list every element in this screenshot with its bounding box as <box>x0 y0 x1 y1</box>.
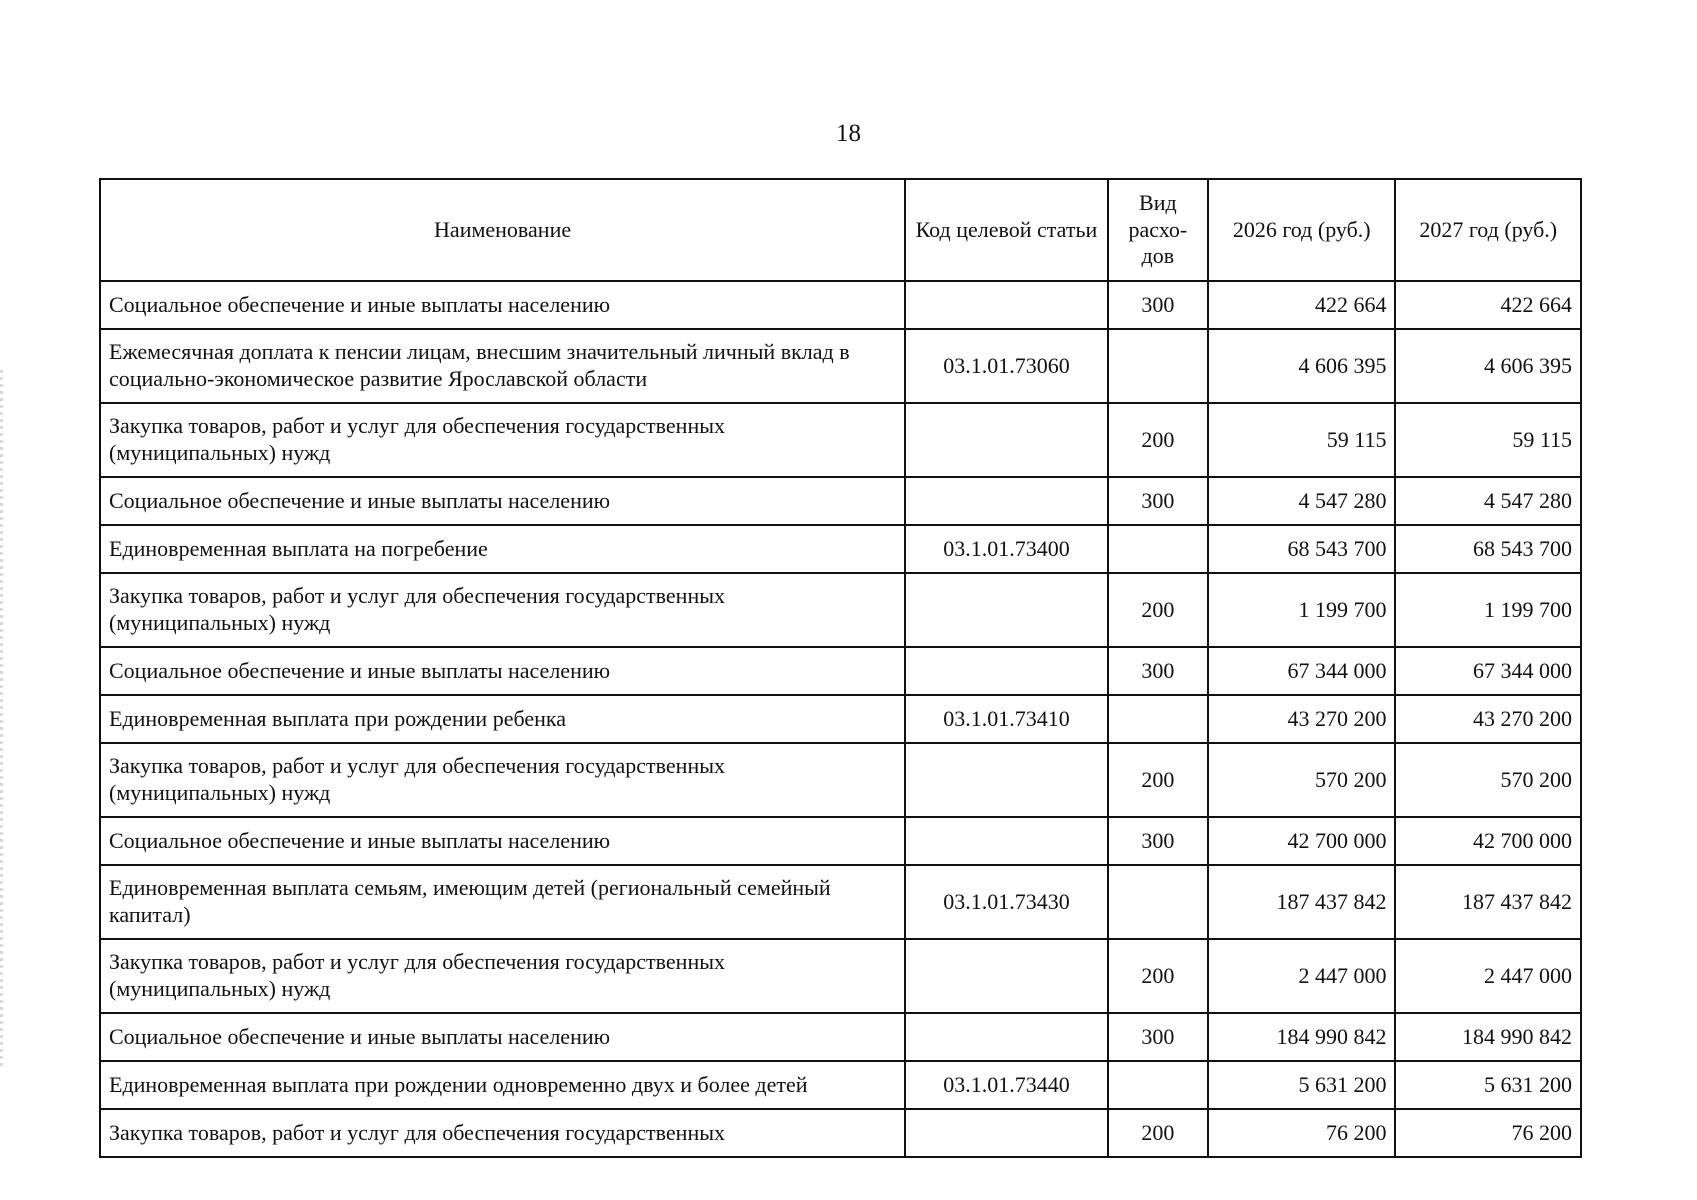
table-row <box>100 525 1581 573</box>
row-name: Единовременная выплата семьям, имеющим детей (региональный семейный капитал) <box>100 865 905 939</box>
row-2026: 67 344 000 <box>1208 647 1396 695</box>
row-2026: 4 606 395 <box>1208 329 1396 403</box>
row-name: Единовременная выплата на погребение <box>100 525 905 573</box>
row-name: Социальное обеспечение и иные выплаты населению <box>100 477 905 525</box>
row-type <box>1108 1061 1208 1109</box>
row-2027: 187 437 842 <box>1395 865 1581 939</box>
row-2026: 2 447 000 <box>1208 939 1396 1013</box>
row-type: 300 <box>1108 477 1208 525</box>
row-2027: 76 200 <box>1395 1109 1581 1157</box>
row-2027: 68 543 700 <box>1395 525 1581 573</box>
row-name: Социальное обеспечение и иные выплаты населению <box>100 281 905 329</box>
row-2026: 43 270 200 <box>1208 695 1396 743</box>
table-row <box>100 329 1581 403</box>
row-2027: 59 115 <box>1395 403 1581 477</box>
table-row <box>100 695 1581 743</box>
header-name: Наименование <box>100 179 905 281</box>
table-row <box>100 477 1581 525</box>
row-2026: 42 700 000 <box>1208 817 1396 865</box>
header-row <box>100 179 1581 281</box>
row-2027: 67 344 000 <box>1395 647 1581 695</box>
row-code <box>905 403 1108 477</box>
table-row <box>100 647 1581 695</box>
row-2026: 570 200 <box>1208 743 1396 817</box>
row-name: Единовременная выплата при рождении ребенка <box>100 695 905 743</box>
table-row <box>100 865 1581 939</box>
row-type <box>1108 329 1208 403</box>
row-code <box>905 1109 1108 1157</box>
row-2027: 422 664 <box>1395 281 1581 329</box>
row-2026: 76 200 <box>1208 1109 1396 1157</box>
row-code: 03.1.01.73410 <box>905 695 1108 743</box>
row-code: 03.1.01.73400 <box>905 525 1108 573</box>
row-name: Закупка товаров, работ и услуг для обеспечения государственных <box>100 1109 905 1157</box>
scan-edge-mark <box>0 370 3 1070</box>
table-row <box>100 1061 1581 1109</box>
row-name: Закупка товаров, работ и услуг для обеспечения государственных (муниципальных) нужд <box>100 743 905 817</box>
row-2026: 5 631 200 <box>1208 1061 1396 1109</box>
row-2027: 1 199 700 <box>1395 573 1581 647</box>
header-type: Вид расхо-дов <box>1108 179 1208 281</box>
row-name: Единовременная выплата при рождении одновременно двух и более детей <box>100 1061 905 1109</box>
table-row <box>100 403 1581 477</box>
table-row <box>100 743 1581 817</box>
table-header <box>100 179 1581 281</box>
header-2027: 2027 год (руб.) <box>1395 179 1581 281</box>
row-type: 200 <box>1108 573 1208 647</box>
row-2027: 2 447 000 <box>1395 939 1581 1013</box>
row-2027: 43 270 200 <box>1395 695 1581 743</box>
table-row <box>100 281 1581 329</box>
row-type <box>1108 865 1208 939</box>
row-2027: 184 990 842 <box>1395 1013 1581 1061</box>
row-code: 03.1.01.73430 <box>905 865 1108 939</box>
row-2027: 570 200 <box>1395 743 1581 817</box>
row-2026: 1 199 700 <box>1208 573 1396 647</box>
row-2026: 4 547 280 <box>1208 477 1396 525</box>
budget-table <box>99 178 1582 1158</box>
row-type: 300 <box>1108 281 1208 329</box>
header-code: Код целевой статьи <box>905 179 1108 281</box>
row-code <box>905 939 1108 1013</box>
row-code <box>905 1013 1108 1061</box>
row-2027: 5 631 200 <box>1395 1061 1581 1109</box>
row-2026: 68 543 700 <box>1208 525 1396 573</box>
row-code <box>905 281 1108 329</box>
row-type: 200 <box>1108 743 1208 817</box>
row-name: Социальное обеспечение и иные выплаты населению <box>100 817 905 865</box>
table-row <box>100 1109 1581 1157</box>
row-code <box>905 477 1108 525</box>
row-code <box>905 573 1108 647</box>
row-type: 300 <box>1108 817 1208 865</box>
row-name: Ежемесячная доплата к пенсии лицам, внесшим значительный личный вклад в социально-экономическое развитие Ярославской области <box>100 329 905 403</box>
row-2027: 42 700 000 <box>1395 817 1581 865</box>
row-type <box>1108 525 1208 573</box>
row-2027: 4 547 280 <box>1395 477 1581 525</box>
table-row <box>100 573 1581 647</box>
row-2026: 187 437 842 <box>1208 865 1396 939</box>
row-code <box>905 647 1108 695</box>
table-row <box>100 1013 1581 1061</box>
row-code <box>905 743 1108 817</box>
row-type <box>1108 695 1208 743</box>
row-code: 03.1.01.73440 <box>905 1061 1108 1109</box>
row-code: 03.1.01.73060 <box>905 329 1108 403</box>
table-row <box>100 939 1581 1013</box>
row-type: 200 <box>1108 403 1208 477</box>
table-body <box>100 281 1581 1157</box>
row-2026: 59 115 <box>1208 403 1396 477</box>
page-number: 18 <box>836 120 861 147</box>
row-name: Социальное обеспечение и иные выплаты населению <box>100 647 905 695</box>
table-row <box>100 817 1581 865</box>
row-2027: 4 606 395 <box>1395 329 1581 403</box>
row-code <box>905 817 1108 865</box>
row-name: Социальное обеспечение и иные выплаты населению <box>100 1013 905 1061</box>
row-type: 200 <box>1108 939 1208 1013</box>
row-name: Закупка товаров, работ и услуг для обеспечения государственных (муниципальных) нужд <box>100 939 905 1013</box>
row-type: 300 <box>1108 647 1208 695</box>
row-2026: 422 664 <box>1208 281 1396 329</box>
row-type: 300 <box>1108 1013 1208 1061</box>
row-type: 200 <box>1108 1109 1208 1157</box>
row-name: Закупка товаров, работ и услуг для обеспечения государственных (муниципальных) нужд <box>100 573 905 647</box>
row-2026: 184 990 842 <box>1208 1013 1396 1061</box>
row-name: Закупка товаров, работ и услуг для обеспечения государственных (муниципальных) нужд <box>100 403 905 477</box>
header-2026: 2026 год (руб.) <box>1208 179 1396 281</box>
